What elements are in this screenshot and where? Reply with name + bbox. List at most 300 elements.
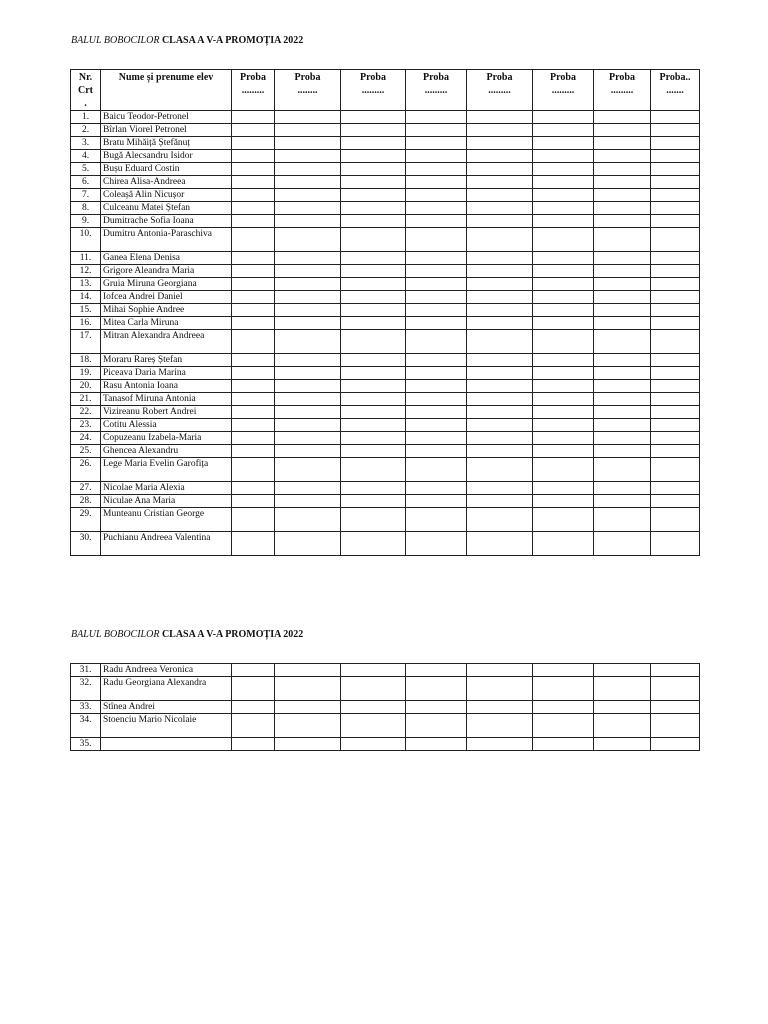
score-cell[interactable] xyxy=(651,354,700,367)
score-cell[interactable] xyxy=(594,367,651,380)
score-cell[interactable] xyxy=(406,304,467,317)
score-cell[interactable] xyxy=(651,137,700,150)
score-cell[interactable] xyxy=(232,354,275,367)
score-cell[interactable] xyxy=(341,330,406,354)
score-cell[interactable] xyxy=(594,124,651,137)
score-cell[interactable] xyxy=(275,532,341,556)
score-cell[interactable] xyxy=(341,738,406,751)
score-cell[interactable] xyxy=(533,124,594,137)
score-cell[interactable] xyxy=(232,150,275,163)
score-cell[interactable] xyxy=(232,393,275,406)
score-cell[interactable] xyxy=(651,228,700,252)
score-cell[interactable] xyxy=(651,701,700,714)
score-cell[interactable] xyxy=(651,738,700,751)
score-cell[interactable] xyxy=(275,380,341,393)
score-cell[interactable] xyxy=(467,419,533,432)
score-cell[interactable] xyxy=(594,532,651,556)
score-cell[interactable] xyxy=(651,432,700,445)
score-cell[interactable] xyxy=(594,432,651,445)
score-cell[interactable] xyxy=(341,701,406,714)
score-cell[interactable] xyxy=(594,458,651,482)
score-cell[interactable] xyxy=(594,393,651,406)
score-cell[interactable] xyxy=(406,291,467,304)
score-cell[interactable] xyxy=(467,176,533,189)
score-cell[interactable] xyxy=(467,664,533,677)
score-cell[interactable] xyxy=(275,406,341,419)
score-cell[interactable] xyxy=(533,137,594,150)
score-cell[interactable] xyxy=(651,252,700,265)
score-cell[interactable] xyxy=(341,124,406,137)
score-cell[interactable] xyxy=(467,137,533,150)
score-cell[interactable] xyxy=(341,367,406,380)
score-cell[interactable] xyxy=(232,163,275,176)
score-cell[interactable] xyxy=(341,265,406,278)
score-cell[interactable] xyxy=(533,163,594,176)
score-cell[interactable] xyxy=(341,189,406,202)
score-cell[interactable] xyxy=(467,215,533,228)
row-number: 10. xyxy=(71,228,101,252)
score-cell[interactable] xyxy=(406,495,467,508)
score-cell[interactable] xyxy=(594,738,651,751)
score-cell[interactable] xyxy=(594,291,651,304)
score-cell[interactable] xyxy=(406,176,467,189)
score-cell[interactable] xyxy=(341,714,406,738)
score-cell[interactable] xyxy=(594,228,651,252)
table-row xyxy=(71,137,700,150)
student-name: Vizireanu Robert Andrei xyxy=(101,406,232,419)
score-cell[interactable] xyxy=(275,354,341,367)
score-cell[interactable] xyxy=(651,508,700,532)
score-cell[interactable] xyxy=(341,445,406,458)
score-cell[interactable] xyxy=(275,677,341,701)
score-cell[interactable] xyxy=(406,228,467,252)
score-cell[interactable] xyxy=(232,677,275,701)
score-cell[interactable] xyxy=(651,482,700,495)
score-cell[interactable] xyxy=(533,367,594,380)
probe-label: Proba xyxy=(294,72,321,83)
score-cell[interactable] xyxy=(533,265,594,278)
score-cell[interactable] xyxy=(275,367,341,380)
score-cell[interactable] xyxy=(232,432,275,445)
score-cell[interactable] xyxy=(467,202,533,215)
score-cell[interactable] xyxy=(467,406,533,419)
score-cell[interactable] xyxy=(275,137,341,150)
score-cell[interactable] xyxy=(232,419,275,432)
score-cell[interactable] xyxy=(533,215,594,228)
score-cell[interactable] xyxy=(651,304,700,317)
row-number: 32. xyxy=(71,677,101,701)
score-cell[interactable] xyxy=(406,150,467,163)
score-cell[interactable] xyxy=(275,291,341,304)
score-cell[interactable] xyxy=(406,317,467,330)
score-cell[interactable] xyxy=(594,714,651,738)
table-row xyxy=(71,393,700,406)
table-row xyxy=(71,150,700,163)
row-number: 19. xyxy=(71,367,101,380)
score-cell[interactable] xyxy=(406,482,467,495)
score-cell[interactable] xyxy=(232,330,275,354)
score-cell[interactable] xyxy=(406,137,467,150)
score-cell[interactable] xyxy=(406,330,467,354)
score-cell[interactable] xyxy=(467,278,533,291)
score-cell[interactable] xyxy=(467,317,533,330)
score-cell[interactable] xyxy=(467,163,533,176)
score-cell[interactable] xyxy=(594,163,651,176)
score-cell[interactable] xyxy=(232,406,275,419)
score-cell[interactable] xyxy=(275,202,341,215)
score-cell[interactable] xyxy=(467,482,533,495)
score-cell[interactable] xyxy=(232,291,275,304)
score-cell[interactable] xyxy=(341,304,406,317)
score-cell[interactable] xyxy=(341,532,406,556)
row-number: 24. xyxy=(71,432,101,445)
score-cell[interactable] xyxy=(467,532,533,556)
score-cell[interactable] xyxy=(533,176,594,189)
score-cell[interactable] xyxy=(533,291,594,304)
student-name: Chirea Alisa-Andreea xyxy=(101,176,232,189)
score-cell[interactable] xyxy=(594,137,651,150)
score-cell[interactable] xyxy=(467,228,533,252)
score-cell[interactable] xyxy=(651,278,700,291)
score-cell[interactable] xyxy=(651,163,700,176)
score-cell[interactable] xyxy=(533,228,594,252)
score-cell[interactable] xyxy=(467,265,533,278)
score-cell[interactable] xyxy=(232,445,275,458)
score-cell[interactable] xyxy=(467,291,533,304)
score-cell[interactable] xyxy=(341,202,406,215)
score-cell[interactable] xyxy=(533,111,594,124)
score-cell[interactable] xyxy=(594,265,651,278)
score-cell[interactable] xyxy=(406,445,467,458)
score-cell[interactable] xyxy=(594,677,651,701)
score-cell[interactable] xyxy=(533,419,594,432)
score-cell[interactable] xyxy=(594,354,651,367)
score-cell[interactable] xyxy=(341,419,406,432)
score-cell[interactable] xyxy=(594,419,651,432)
score-cell[interactable] xyxy=(594,495,651,508)
score-cell[interactable] xyxy=(232,664,275,677)
score-cell[interactable] xyxy=(232,714,275,738)
score-cell[interactable] xyxy=(341,176,406,189)
row-number: 26. xyxy=(71,458,101,482)
score-cell[interactable] xyxy=(533,508,594,532)
score-cell[interactable] xyxy=(594,701,651,714)
score-cell[interactable] xyxy=(341,317,406,330)
score-cell[interactable] xyxy=(651,532,700,556)
score-cell[interactable] xyxy=(594,278,651,291)
score-cell[interactable] xyxy=(232,317,275,330)
score-cell[interactable] xyxy=(275,508,341,532)
score-cell[interactable] xyxy=(651,215,700,228)
score-cell[interactable] xyxy=(533,317,594,330)
score-cell[interactable] xyxy=(594,406,651,419)
score-cell[interactable] xyxy=(533,664,594,677)
score-cell[interactable] xyxy=(275,432,341,445)
score-cell[interactable] xyxy=(533,714,594,738)
score-cell[interactable] xyxy=(341,215,406,228)
score-cell[interactable] xyxy=(341,111,406,124)
score-cell[interactable] xyxy=(406,111,467,124)
score-cell[interactable] xyxy=(232,111,275,124)
score-cell[interactable] xyxy=(533,393,594,406)
score-cell[interactable] xyxy=(651,714,700,738)
score-cell[interactable] xyxy=(232,532,275,556)
score-cell[interactable] xyxy=(232,265,275,278)
score-cell[interactable] xyxy=(341,458,406,482)
score-cell[interactable] xyxy=(406,265,467,278)
score-cell[interactable] xyxy=(651,265,700,278)
score-cell[interactable] xyxy=(594,252,651,265)
score-cell[interactable] xyxy=(275,317,341,330)
score-cell[interactable] xyxy=(533,445,594,458)
score-cell[interactable] xyxy=(406,664,467,677)
score-cell[interactable] xyxy=(341,150,406,163)
score-cell[interactable] xyxy=(232,215,275,228)
score-cell[interactable] xyxy=(275,176,341,189)
score-cell[interactable] xyxy=(406,163,467,176)
score-cell[interactable] xyxy=(406,419,467,432)
score-cell[interactable] xyxy=(406,202,467,215)
score-cell[interactable] xyxy=(651,367,700,380)
score-cell[interactable] xyxy=(467,738,533,751)
probe-dots: ......... xyxy=(361,85,385,96)
score-cell[interactable] xyxy=(275,419,341,432)
score-cell[interactable] xyxy=(232,508,275,532)
score-cell[interactable] xyxy=(651,677,700,701)
score-cell[interactable] xyxy=(275,330,341,354)
score-cell[interactable] xyxy=(275,124,341,137)
score-cell[interactable] xyxy=(467,508,533,532)
score-cell[interactable] xyxy=(467,495,533,508)
score-cell[interactable] xyxy=(533,278,594,291)
student-rows xyxy=(71,111,700,556)
score-cell[interactable] xyxy=(406,380,467,393)
student-name: Ganea Elena Denisa xyxy=(101,252,232,265)
score-cell[interactable] xyxy=(406,714,467,738)
score-cell[interactable] xyxy=(275,228,341,252)
score-cell[interactable] xyxy=(232,137,275,150)
score-cell[interactable] xyxy=(467,330,533,354)
score-cell[interactable] xyxy=(275,495,341,508)
score-cell[interactable] xyxy=(651,291,700,304)
score-cell[interactable] xyxy=(594,176,651,189)
score-cell[interactable] xyxy=(533,432,594,445)
score-cell[interactable] xyxy=(467,354,533,367)
score-cell[interactable] xyxy=(406,252,467,265)
score-cell[interactable] xyxy=(275,701,341,714)
score-cell[interactable] xyxy=(533,677,594,701)
score-cell[interactable] xyxy=(275,252,341,265)
score-cell[interactable] xyxy=(594,317,651,330)
grades-table-continued xyxy=(70,663,700,751)
score-cell[interactable] xyxy=(533,458,594,482)
score-cell[interactable] xyxy=(533,354,594,367)
score-cell[interactable] xyxy=(406,738,467,751)
score-cell[interactable] xyxy=(341,482,406,495)
score-cell[interactable] xyxy=(406,432,467,445)
score-cell[interactable] xyxy=(406,393,467,406)
score-cell[interactable] xyxy=(533,482,594,495)
score-cell[interactable] xyxy=(406,508,467,532)
score-cell[interactable] xyxy=(406,354,467,367)
score-cell[interactable] xyxy=(467,701,533,714)
score-cell[interactable] xyxy=(467,432,533,445)
score-cell[interactable] xyxy=(232,228,275,252)
score-cell[interactable] xyxy=(651,445,700,458)
score-cell[interactable] xyxy=(406,124,467,137)
score-cell[interactable] xyxy=(341,137,406,150)
score-cell[interactable] xyxy=(467,677,533,701)
score-cell[interactable] xyxy=(275,482,341,495)
score-cell[interactable] xyxy=(341,380,406,393)
score-cell[interactable] xyxy=(275,664,341,677)
score-cell[interactable] xyxy=(651,189,700,202)
score-cell[interactable] xyxy=(533,532,594,556)
score-cell[interactable] xyxy=(275,150,341,163)
score-cell[interactable] xyxy=(533,406,594,419)
score-cell[interactable] xyxy=(533,150,594,163)
score-cell[interactable] xyxy=(275,445,341,458)
score-cell[interactable] xyxy=(467,380,533,393)
score-cell[interactable] xyxy=(651,393,700,406)
score-cell[interactable] xyxy=(467,393,533,406)
score-cell[interactable] xyxy=(232,482,275,495)
score-cell[interactable] xyxy=(275,111,341,124)
score-cell[interactable] xyxy=(651,495,700,508)
score-cell[interactable] xyxy=(533,189,594,202)
score-cell[interactable] xyxy=(341,432,406,445)
score-cell[interactable] xyxy=(594,189,651,202)
score-cell[interactable] xyxy=(651,202,700,215)
score-cell[interactable] xyxy=(341,291,406,304)
score-cell[interactable] xyxy=(275,304,341,317)
score-cell[interactable] xyxy=(467,458,533,482)
score-cell[interactable] xyxy=(594,445,651,458)
score-cell[interactable] xyxy=(341,664,406,677)
score-cell[interactable] xyxy=(341,278,406,291)
probe-dots: ......... xyxy=(488,85,511,96)
score-cell[interactable] xyxy=(275,738,341,751)
score-cell[interactable] xyxy=(232,304,275,317)
score-cell[interactable] xyxy=(275,215,341,228)
score-cell[interactable] xyxy=(594,304,651,317)
score-cell[interactable] xyxy=(341,228,406,252)
score-cell[interactable] xyxy=(341,252,406,265)
score-cell[interactable] xyxy=(275,393,341,406)
score-cell[interactable] xyxy=(594,380,651,393)
score-cell[interactable] xyxy=(406,701,467,714)
score-cell[interactable] xyxy=(232,701,275,714)
score-cell[interactable] xyxy=(533,304,594,317)
score-cell[interactable] xyxy=(651,176,700,189)
score-cell[interactable] xyxy=(467,111,533,124)
score-cell[interactable] xyxy=(651,458,700,482)
score-cell[interactable] xyxy=(341,393,406,406)
score-cell[interactable] xyxy=(232,458,275,482)
score-cell[interactable] xyxy=(406,278,467,291)
score-cell[interactable] xyxy=(651,419,700,432)
score-cell[interactable] xyxy=(275,163,341,176)
row-number: 4. xyxy=(71,150,101,163)
score-cell[interactable] xyxy=(406,215,467,228)
score-cell[interactable] xyxy=(651,406,700,419)
score-cell[interactable] xyxy=(406,367,467,380)
score-cell[interactable] xyxy=(651,150,700,163)
score-cell[interactable] xyxy=(467,445,533,458)
score-cell[interactable] xyxy=(594,664,651,677)
score-cell[interactable] xyxy=(232,380,275,393)
score-cell[interactable] xyxy=(533,202,594,215)
score-cell[interactable] xyxy=(594,482,651,495)
score-cell[interactable] xyxy=(232,367,275,380)
score-cell[interactable] xyxy=(406,406,467,419)
score-cell[interactable] xyxy=(406,677,467,701)
score-cell[interactable] xyxy=(467,252,533,265)
score-cell[interactable] xyxy=(651,664,700,677)
student-name: Gruia Miruna Georgiana xyxy=(101,278,232,291)
score-cell[interactable] xyxy=(341,406,406,419)
score-cell[interactable] xyxy=(232,252,275,265)
score-cell[interactable] xyxy=(275,714,341,738)
table-row xyxy=(71,532,700,556)
score-cell[interactable] xyxy=(651,124,700,137)
score-cell[interactable] xyxy=(467,304,533,317)
score-cell[interactable] xyxy=(594,150,651,163)
score-cell[interactable] xyxy=(275,265,341,278)
score-cell[interactable] xyxy=(467,150,533,163)
score-cell[interactable] xyxy=(651,330,700,354)
score-cell[interactable] xyxy=(275,278,341,291)
score-cell[interactable] xyxy=(533,495,594,508)
score-cell[interactable] xyxy=(275,189,341,202)
score-cell[interactable] xyxy=(594,215,651,228)
score-cell[interactable] xyxy=(594,111,651,124)
score-cell[interactable] xyxy=(232,189,275,202)
score-cell[interactable] xyxy=(232,176,275,189)
score-cell[interactable] xyxy=(232,202,275,215)
score-cell[interactable] xyxy=(467,714,533,738)
score-cell[interactable] xyxy=(341,508,406,532)
score-cell[interactable] xyxy=(594,202,651,215)
score-cell[interactable] xyxy=(533,738,594,751)
score-cell[interactable] xyxy=(467,367,533,380)
score-cell[interactable] xyxy=(467,124,533,137)
score-cell[interactable] xyxy=(232,738,275,751)
score-cell[interactable] xyxy=(651,111,700,124)
score-cell[interactable] xyxy=(406,532,467,556)
score-cell[interactable] xyxy=(232,124,275,137)
score-cell[interactable] xyxy=(232,278,275,291)
row-number: 8. xyxy=(71,202,101,215)
score-cell[interactable] xyxy=(341,354,406,367)
score-cell[interactable] xyxy=(275,458,341,482)
score-cell[interactable] xyxy=(341,495,406,508)
score-cell[interactable] xyxy=(533,380,594,393)
score-cell[interactable] xyxy=(651,317,700,330)
score-cell[interactable] xyxy=(651,380,700,393)
score-cell[interactable] xyxy=(594,330,651,354)
score-cell[interactable] xyxy=(406,189,467,202)
score-cell[interactable] xyxy=(406,458,467,482)
score-cell[interactable] xyxy=(341,163,406,176)
score-cell[interactable] xyxy=(594,508,651,532)
score-cell[interactable] xyxy=(533,330,594,354)
score-cell[interactable] xyxy=(533,701,594,714)
score-cell[interactable] xyxy=(533,252,594,265)
score-cell[interactable] xyxy=(341,677,406,701)
score-cell[interactable] xyxy=(467,189,533,202)
score-cell[interactable] xyxy=(232,495,275,508)
